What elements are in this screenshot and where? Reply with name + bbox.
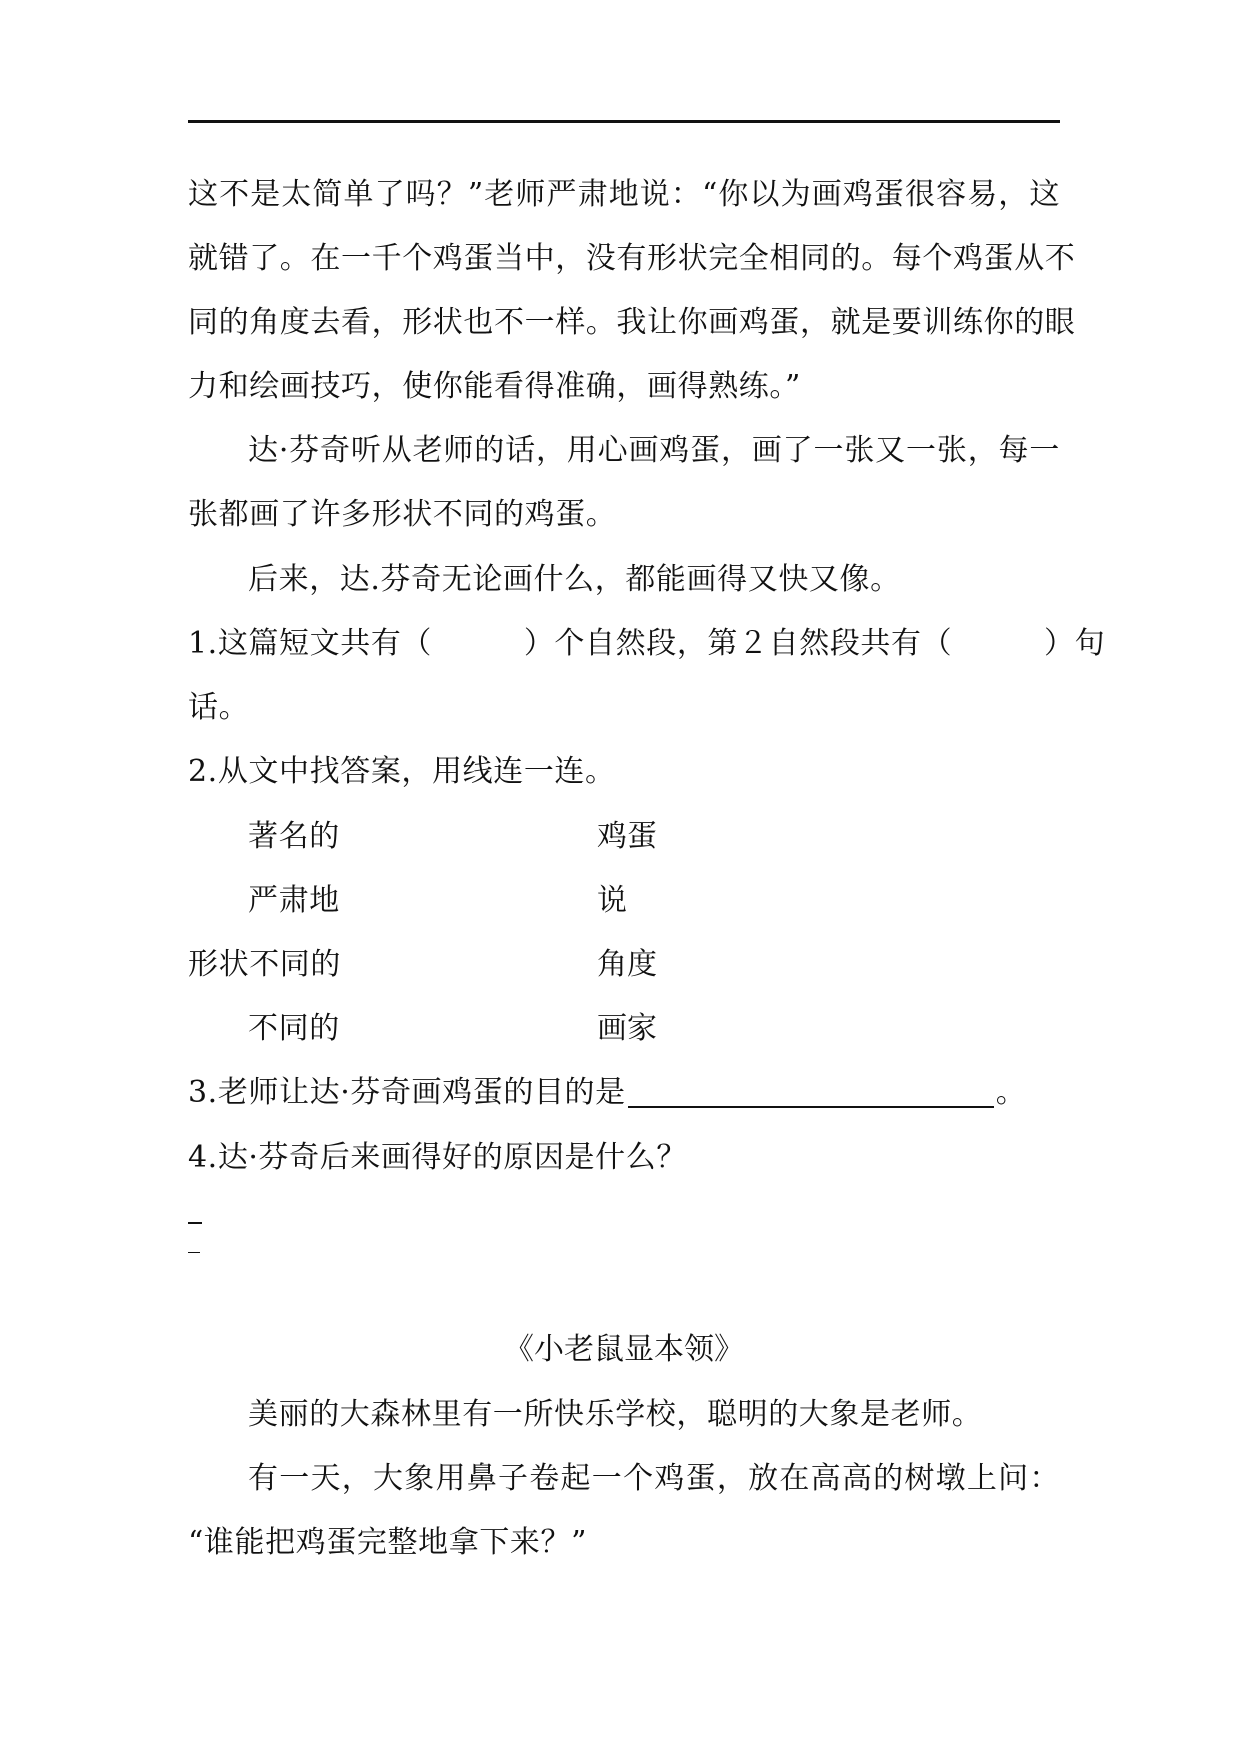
- match-left-3[interactable]: 形状不同的: [188, 947, 341, 982]
- passage-line-6: 张都画了许多形状不同的鸡蛋。: [188, 497, 617, 532]
- passage-line-7: 后来，达.芬奇无论画什么，都能画得又快又像。: [248, 562, 901, 597]
- match-right-3[interactable]: 角度: [597, 947, 657, 982]
- passage-2-title: 《小老鼠显本领》: [504, 1332, 744, 1367]
- question-4: 4.达·芬奇后来画得好的原因是什么？: [188, 1140, 687, 1175]
- answer-line-2[interactable]: [188, 1252, 200, 1253]
- match-right-1[interactable]: 鸡蛋: [597, 819, 657, 854]
- passage-line-5: 达·芬奇听从老师的话，用心画鸡蛋，画了一张又一张，每一: [248, 433, 1060, 468]
- match-left-1[interactable]: 著名的: [248, 819, 340, 854]
- match-right-2[interactable]: 说: [597, 883, 627, 918]
- passage-line-3: 同的角度去看，形状也不一样。我让你画鸡蛋，就是要训练你的眼: [188, 305, 1076, 340]
- passage-2-line-3: “谁能把鸡蛋完整地拿下来？”: [188, 1525, 588, 1560]
- passage-line-1: 这不是太简单了吗？”老师严肃地说：“你以为画鸡蛋很容易，这: [188, 177, 1060, 212]
- question-3-suffix: 。: [995, 1075, 1027, 1110]
- passage-2-line-1: 美丽的大森林里有一所快乐学校，聪明的大象是老师。: [248, 1397, 983, 1432]
- question-1-line-2: 话。: [188, 690, 250, 725]
- match-left-4[interactable]: 不同的: [248, 1011, 340, 1046]
- question-2: 2.从文中找答案，用线连一连。: [188, 754, 616, 789]
- passage-line-4: 力和绘画技巧，使你能看得准确，画得熟练。”: [188, 369, 801, 404]
- header-rule: [188, 120, 1060, 123]
- question-3-prefix: 3.老师让达·芬奇画鸡蛋的目的是: [188, 1075, 626, 1110]
- answer-blank[interactable]: [628, 1076, 994, 1108]
- passage-line-2: 就错了。在一千个鸡蛋当中，没有形状完全相同的。每个鸡蛋从不: [188, 241, 1076, 276]
- question-3: [188, 1073, 1026, 1113]
- question-1-line-1: 1.这篇短文共有（ ）个自然段，第２自然段共有（ ）句: [188, 626, 1106, 661]
- match-left-2[interactable]: 严肃地: [248, 883, 340, 918]
- passage-2-line-2: 有一天，大象用鼻子卷起一个鸡蛋，放在高高的树墩上问：: [248, 1461, 1060, 1496]
- answer-line-1[interactable]: [188, 1222, 202, 1224]
- match-right-4[interactable]: 画家: [597, 1011, 657, 1046]
